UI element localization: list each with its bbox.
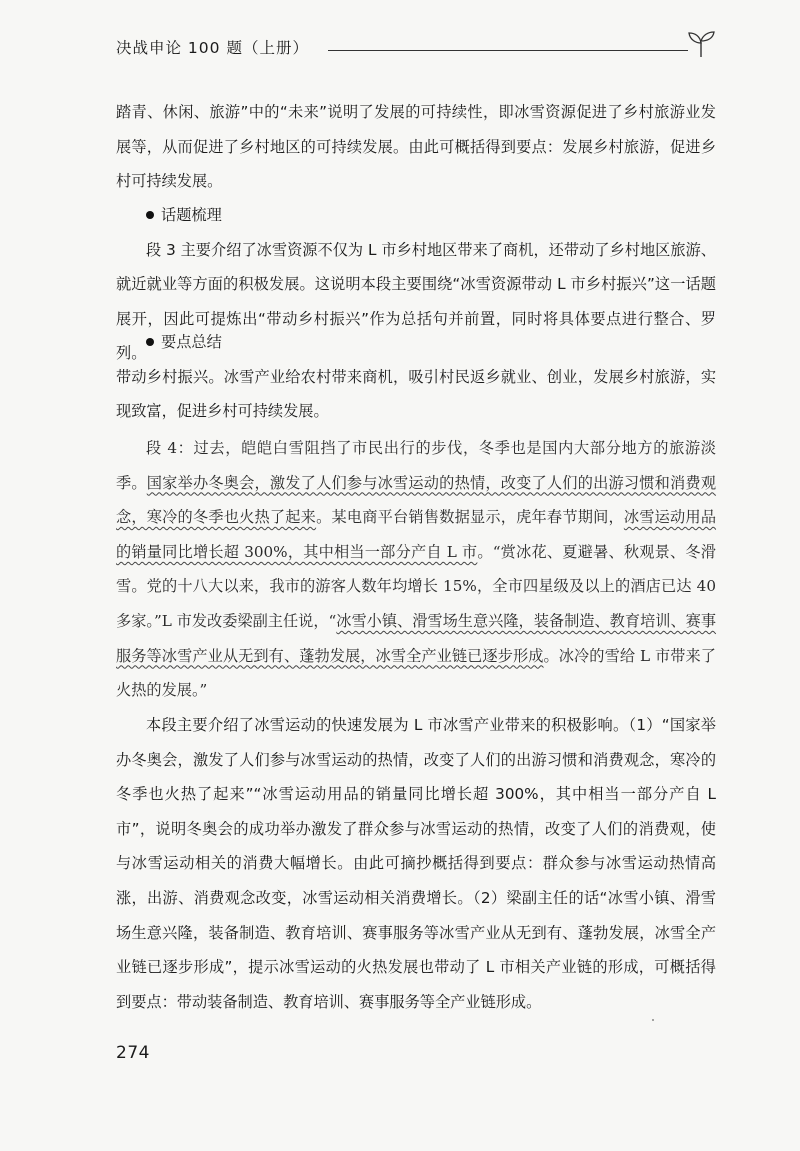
page-number: 274 (116, 1043, 150, 1063)
bullet-dot-icon (146, 338, 154, 346)
running-header (116, 36, 716, 66)
analysis-text: 本段主要介绍了冰雪运动的快速发展为 L 市冰雪产业带来的积极影响。（1）“国家举办冬奥会，激发了人们参与冰雪运动的热情，改变了人们的出游习惯和消费观念，寒冷的冬季也火热了起来”“冰雪运动用品的销量同比增长超 300%，其中相当一部分产自 L 市”，说明冬奥会的成功举办激发了群众参与冰雪运动的热情，改变了人们的消费观，使与冰雪运动相关的消费大幅增长。由此可摘抄概括得到要点：群众参与冰雪运动热情高涨，出游、消费观念改变，冰雪运动相关消费增长。（2）梁副主任的话“冰雪小镇、滑雪场生意兴隆，装备制造、教育培训、赛事服务等冰雪产业从无到有、蓬勃发展，冰雪全产业链已逐步形成”，提示冰雪运动的火热发展也带动了 L 市相关产业链的形成，可概括得到要点：带动装备制造、教育培训、赛事服务等全产业链形成。 (116, 716, 716, 1011)
material-paragraph (116, 431, 716, 708)
section-body: 段 3 主要介绍了冰雪资源不仅为 L 市乡村地区带来了商机，还带动了乡村地区旅游、就近就业等方面的积极发展。这说明本段主要围绕“冰雪资源带动 L 市乡村振兴”这一话题展开，因此可提炼出“带动乡村振兴”作为总括句并前置，同时将具体要点进行整合、罗列。 (116, 240, 716, 363)
section-summary (116, 325, 716, 429)
paragraph-text: 踏青、休闲、旅游”中的“未来”说明了发展的可持续性，即冰雪资源促进了乡村旅游业发展等，从而促进了乡村地区的可持续发展。由此可概括得到要点：发展乡村旅游，促进乡村可持续发展。 (116, 103, 716, 191)
quoted-material (116, 431, 716, 708)
section-heading-label: 话题梳理 (161, 206, 222, 224)
underlined-phrase: 冰雪小镇、滑雪场生意兴隆，装备制造、教育培训、赛事服务等冰雪产业从无到有、蓬勃发展，冰雪全产业链已逐步形成 (116, 611, 717, 665)
bullet-dot-icon (146, 211, 154, 219)
paragraph-continuation (116, 95, 716, 199)
analysis (116, 708, 716, 1019)
scan-speck (652, 1019, 654, 1021)
material-text: 段 4：过去，皑皑白雪阻挡了市民出行的步伐，冬季也是国内大部分地方的旅游淡季。 (116, 439, 716, 492)
material-text: 。某电商平台销售数据显示，虎年春节期间， (316, 508, 624, 527)
section-heading-label: 要点总结 (161, 333, 222, 351)
header-title: 决战申论 100 题（上册） (116, 39, 309, 57)
section-heading (116, 198, 716, 233)
underlined-phrase: 国家举办冬奥会，激发了人们参与冰雪运动的热情，改变了人们的出游习惯和消费观念，寒冷的冬季也火热了起来 (116, 473, 717, 527)
sprout-icon (686, 30, 716, 58)
material-text: 。“赏冰花、夏避暑、秋观景、冬滑雪。党的十八大以来，我市的游客人数年均增长 15%，全市四星级及以上的酒店已达 40 多家。”L 市发改委梁副主任说，“ (116, 542, 716, 630)
underlined-phrase: 冰雪运动用品的销量同比增长超 300%，其中相当一部分产自 L 市 (116, 508, 717, 561)
section-heading (116, 325, 716, 360)
header-rule (328, 50, 688, 51)
material-text: 。冰冷的雪给 L 市带来了火热的发展。” (116, 646, 716, 700)
section-body: 带动乡村振兴。冰雪产业给农村带来商机，吸引村民返乡就业、创业，发展乡村旅游，实现致富，促进乡村可持续发展。 (116, 367, 716, 421)
